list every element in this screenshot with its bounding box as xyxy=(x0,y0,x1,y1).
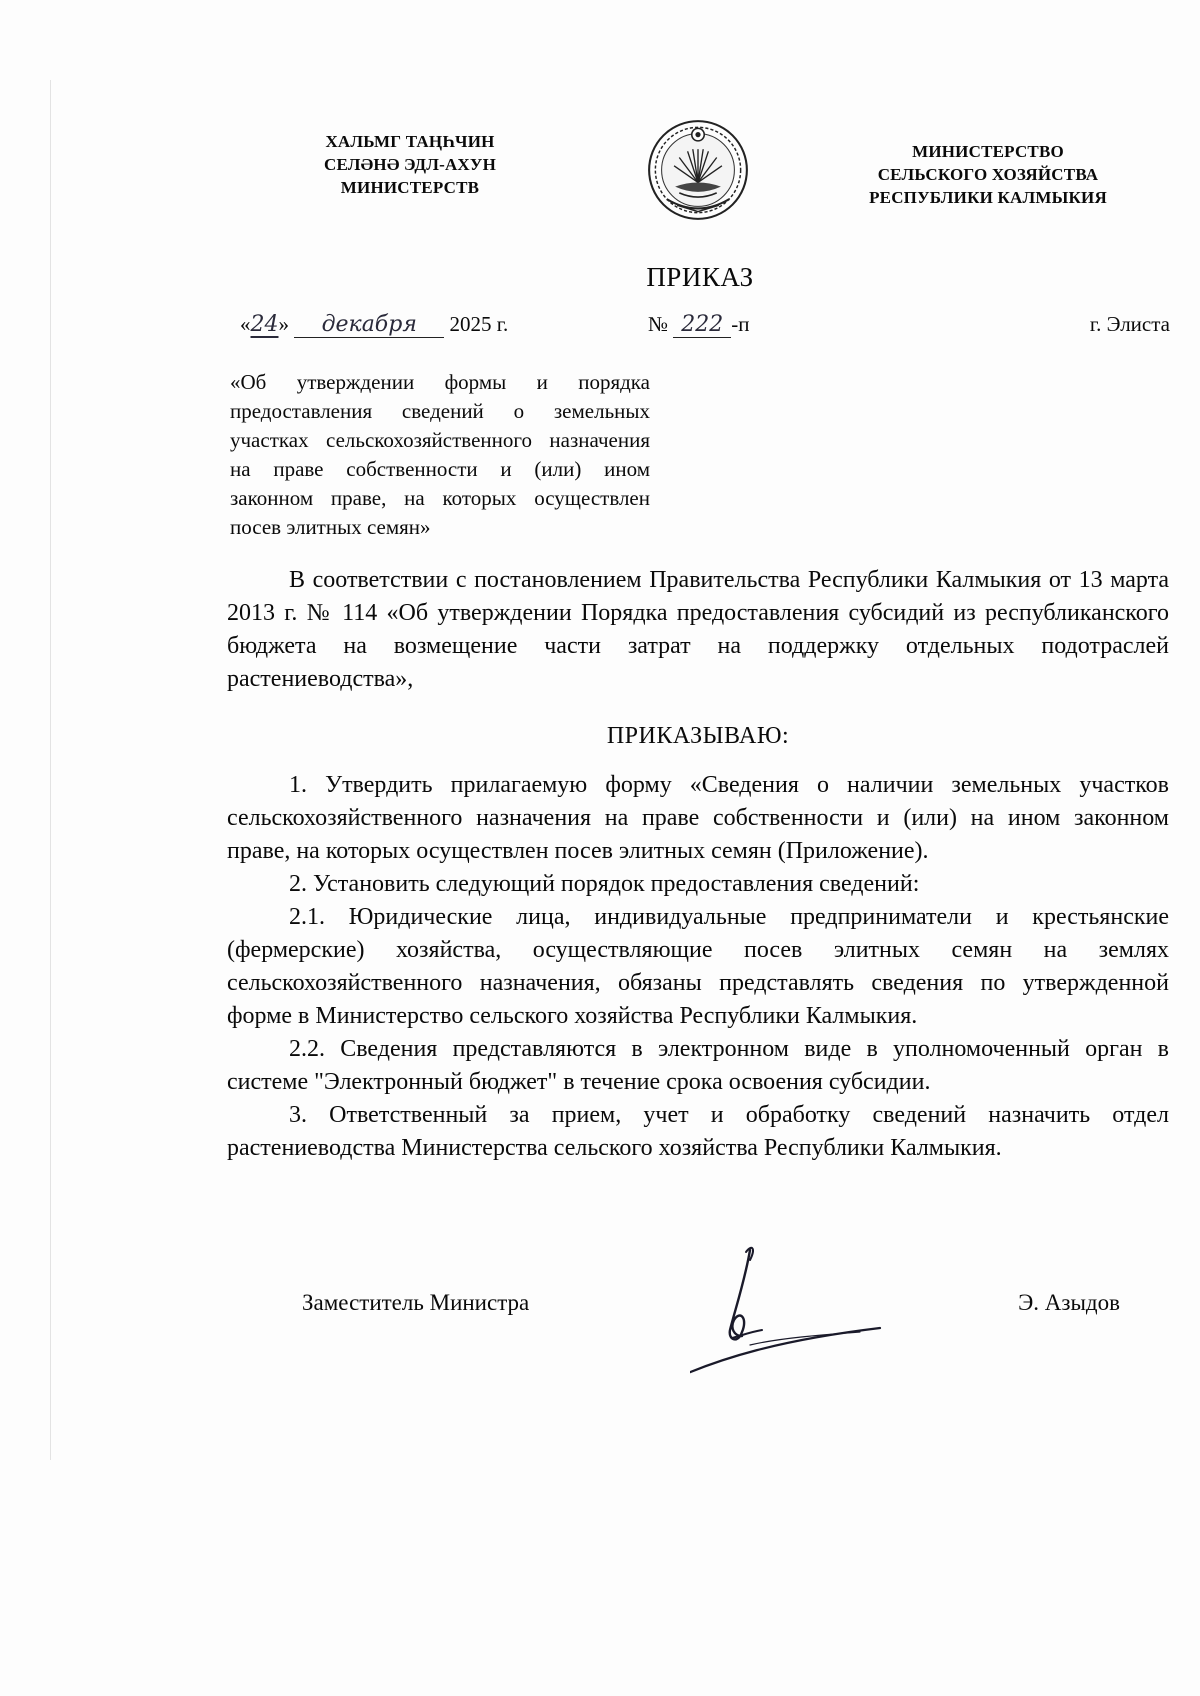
order-item: 2. Установить следующий порядок предоставления сведений: xyxy=(289,871,920,897)
header-right-line: РЕСПУБЛИКИ КАЛМЫКИЯ xyxy=(869,188,1107,207)
number-value: 222 xyxy=(681,312,724,337)
number-field xyxy=(673,312,731,338)
order-subject: «Об утверждении формы и порядка предоставления сведений о земельных участках сельскохозяйственного назначения на праве собственности и (или) ином законном праве, на которых осуществлен посев элитных семян» xyxy=(230,370,650,539)
header-right-russian xyxy=(838,140,1138,209)
order-date xyxy=(240,312,508,338)
order-number xyxy=(648,312,750,338)
scan-edge-line xyxy=(50,80,51,1460)
order-day: 24 xyxy=(250,312,279,337)
coat-of-arms-emblem xyxy=(646,118,750,222)
order-item: 2.1. Юридические лица, индивидуальные предприниматели и крестьянские (фермерские) хозяйства, осуществляющие посев элитных семян на землях сельскохозяйственного назначения, обязаны представлять сведения по утвержденной форме в Министерство сельского хозяйства Республики Калмыкия. xyxy=(227,904,1169,1029)
document-title: ПРИКАЗ xyxy=(646,262,754,292)
order-item: 3. Ответственный за прием, учет и обработку сведений назначить отдел растениеводства Министерства сельского хозяйства Республики Калмыкия. xyxy=(227,1102,1169,1161)
header-right-line: МИНИСТЕРСТВО xyxy=(912,142,1064,161)
header-left-kalmyk xyxy=(290,130,530,199)
order-item: 1. Утвердить прилагаемую форму «Сведения о наличии земельных участков сельскохозяйственного назначения на праве собственности и (или) на ином законном праве, на которых осуществлен посев элитных семян (Приложение). xyxy=(227,772,1169,864)
number-suffix: -п xyxy=(731,312,750,336)
order-directive-word: ПРИКАЗЫВАЮ: xyxy=(606,723,790,749)
header-left-line: ХАЛЬМГ ТАҢҺЧИН xyxy=(325,132,495,151)
header-left-line: МИНИСТЕРСТВ xyxy=(340,178,480,197)
number-prefix: № xyxy=(648,312,669,336)
signatory-position: Заместитель Министра xyxy=(302,1290,530,1315)
order-city: г. Элиста xyxy=(1089,312,1170,336)
preamble-paragraph: В соответствии с постановлением Правительства Республики Калмыкия от 13 марта 2013 г. № 114 «Об утверждении Порядка предоставления субсидий из республиканского бюджета на возмещение части затрат на поддержку отдельных подотраслей растениеводства», xyxy=(227,567,1169,692)
quote-open: « xyxy=(240,312,251,336)
header-left-line: СЕЛӘНӘ ЭДЛ-АХУН xyxy=(323,155,497,174)
order-year: 2025 г. xyxy=(449,312,509,336)
quote-close: » xyxy=(278,312,289,336)
handwritten-signature xyxy=(690,1240,890,1390)
header-right-line: СЕЛЬСКОГО ХОЗЯЙСТВА xyxy=(877,165,1099,184)
signatory-name: Э. Азыдов xyxy=(1018,1290,1120,1315)
order-item: 2.2. Сведения представляются в электронном виде в уполномоченный орган в системе "Электронный бюджет" в течение срока освоения субсидии. xyxy=(227,1036,1169,1095)
order-month-field xyxy=(294,312,444,338)
order-body xyxy=(227,564,1169,1165)
order-month: декабря xyxy=(321,312,417,337)
